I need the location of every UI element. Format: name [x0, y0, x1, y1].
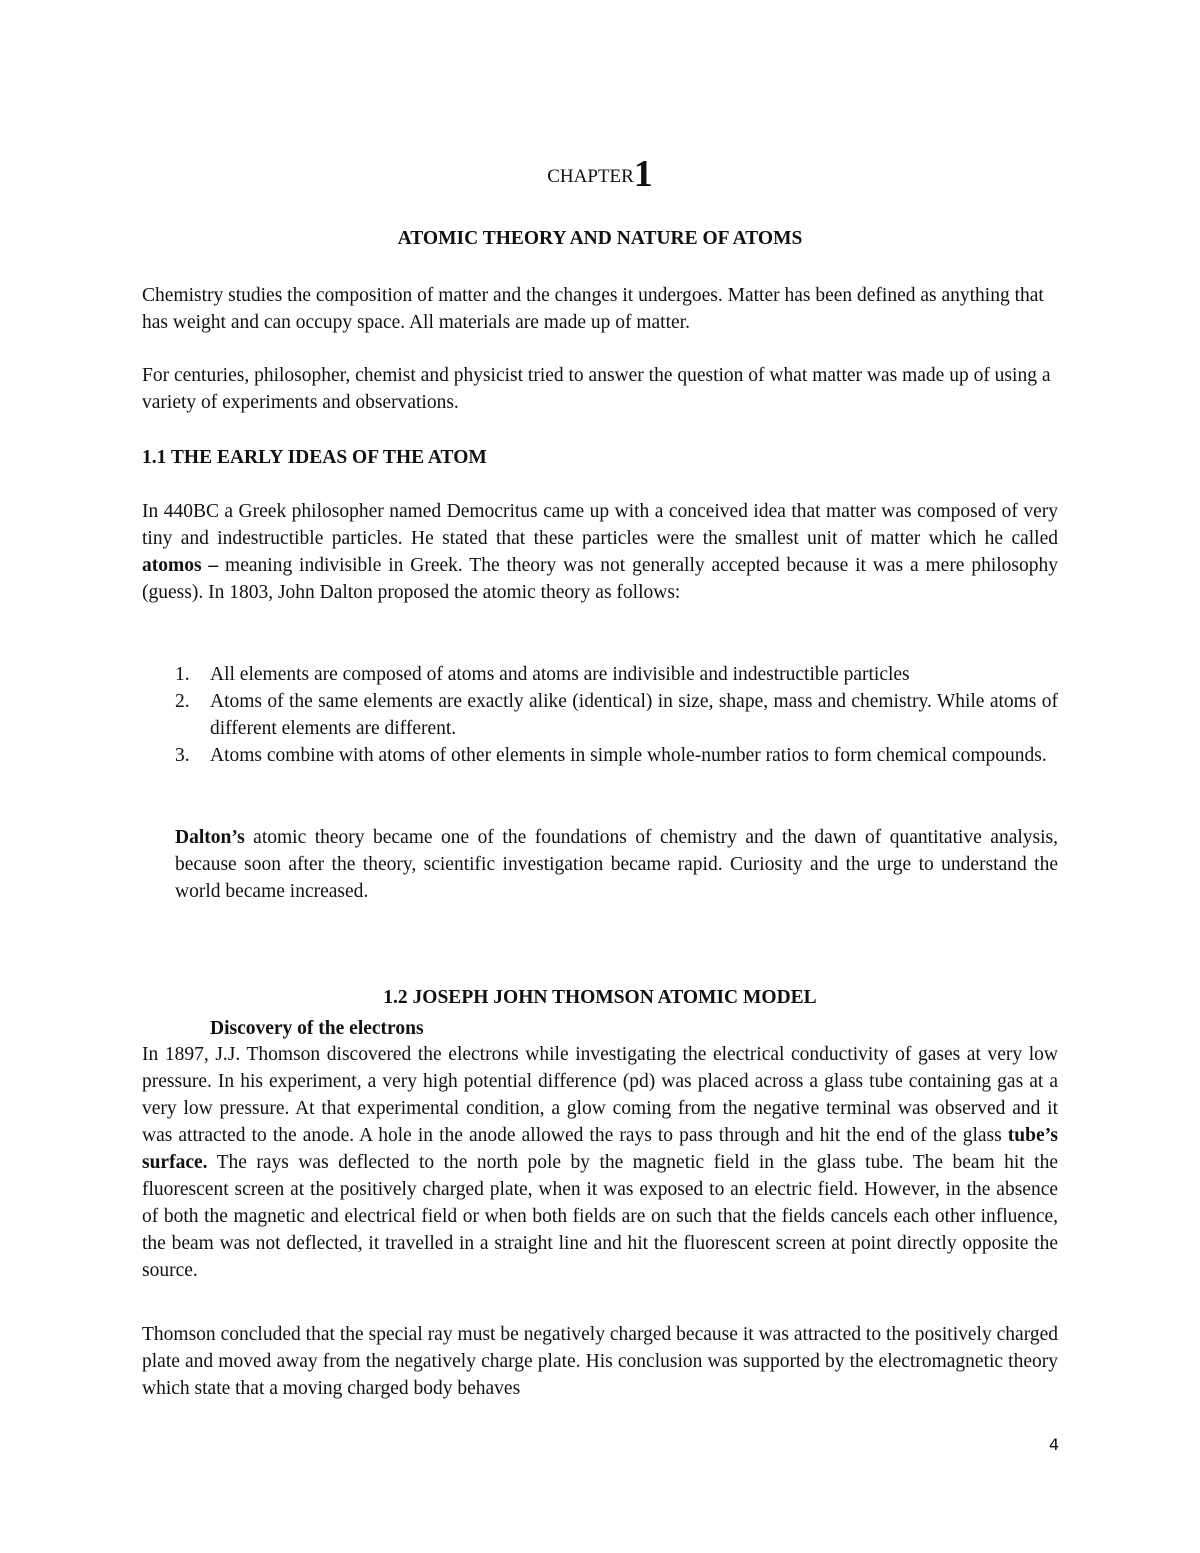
dalton-paragraph: [175, 824, 1058, 905]
section-2-text-b: The rays was deflected to the north pole by the magnetic field in the glass tube. The beam hit the fluorescent screen at the positively charged plate, when it was exposed to an electric field. However, in the absence of both the magnetic and electrical field or when both fields are on such that the fields cancels each other influence, the beam was not deflected, it travelled in a straight line and hit the fluorescent screen at point directly opposite the source.: [142, 1152, 1058, 1281]
section-2-subheading: Discovery of the electrons: [210, 1018, 424, 1039]
section-1-text-a: In 440BC a Greek philosopher named Democritus came up with a conceived idea that matter was composed of very tiny and indestructible particles. He stated that these particles were the smallest unit of matter which he called: [142, 501, 1058, 549]
chapter-label: CHAPTER: [547, 166, 634, 187]
dalton-postulates-list: [142, 661, 1058, 769]
chapter-heading: [0, 152, 1200, 196]
section-2-heading: 1.2 JOSEPH JOHN THOMSON ATOMIC MODEL: [383, 987, 817, 1008]
dalton-text: atomic theory became one of the foundations of chemistry and the dawn of quantitative analysis, because soon after the theory, scientific investigation became rapid. Curiosity and the urge to understand the world became increased.: [175, 827, 1058, 902]
chapter-number: 1: [633, 153, 653, 195]
list-item: [142, 661, 1058, 688]
intro-paragraph-1: Chemistry studies the composition of matter and the changes it undergoes. Matter has been defined as anything that has weight and can occupy space. All materials are made up of matter.: [142, 285, 1044, 333]
section-1-text-b: meaning indivisible in Greek. The theory was not generally accepted because it was a mere philosophy (guess). In 1803, John Dalton proposed the atomic theory as follows:: [142, 555, 1058, 603]
dalton-term: Dalton’s: [175, 827, 245, 848]
intro-paragraph-2: For centuries, philosopher, chemist and physicist tried to answer the question of what matter was made up of using a variety of experiments and observations.: [142, 365, 1051, 413]
list-item-text: All elements are composed of atoms and atoms are indivisible and indestructible particles: [210, 664, 910, 685]
list-item-text: Atoms combine with atoms of other elements in simple whole-number ratios to form chemical compounds.: [210, 745, 1047, 766]
tube-surface-term: tube’s surface.: [142, 1125, 1058, 1173]
list-item-text: Atoms of the same elements are exactly alike (identical) in size, shape, mass and chemistry. While atoms of different elements are different.: [210, 691, 1058, 739]
atomos-term: atomos –: [142, 555, 219, 576]
page-number: 4: [1049, 1435, 1060, 1454]
section-1-heading: 1.1 THE EARLY IDEAS OF THE ATOM: [142, 447, 487, 468]
list-item: [142, 688, 1058, 742]
section-1-paragraph: [142, 498, 1058, 606]
list-item-number: 2.: [175, 691, 190, 712]
section-2-paragraph-1: [142, 1041, 1058, 1284]
section-2-text-a: In 1897, J.J. Thomson discovered the electrons while investigating the electrical conductivity of gases at very low pressure. In his experiment, a very high potential difference (pd) was placed across a glass tube containing gas at a very low pressure. At that experimental condition, a glow coming from the negative terminal was observed and it was attracted to the anode. A hole in the anode allowed the rays to pass through and hit the end of the glass: [142, 1044, 1058, 1146]
list-item-number: 3.: [175, 745, 190, 766]
list-item: [142, 742, 1058, 769]
section-2-paragraph-2: Thomson concluded that the special ray must be negatively charged because it was attracted to the positively charged plate and moved away from the negatively charge plate. His conclusion was supported by the electromagnetic theory which state that a moving charged body behaves: [142, 1324, 1058, 1399]
chapter-title: ATOMIC THEORY AND NATURE OF ATOMS: [397, 228, 803, 249]
list-item-number: 1.: [175, 664, 190, 685]
